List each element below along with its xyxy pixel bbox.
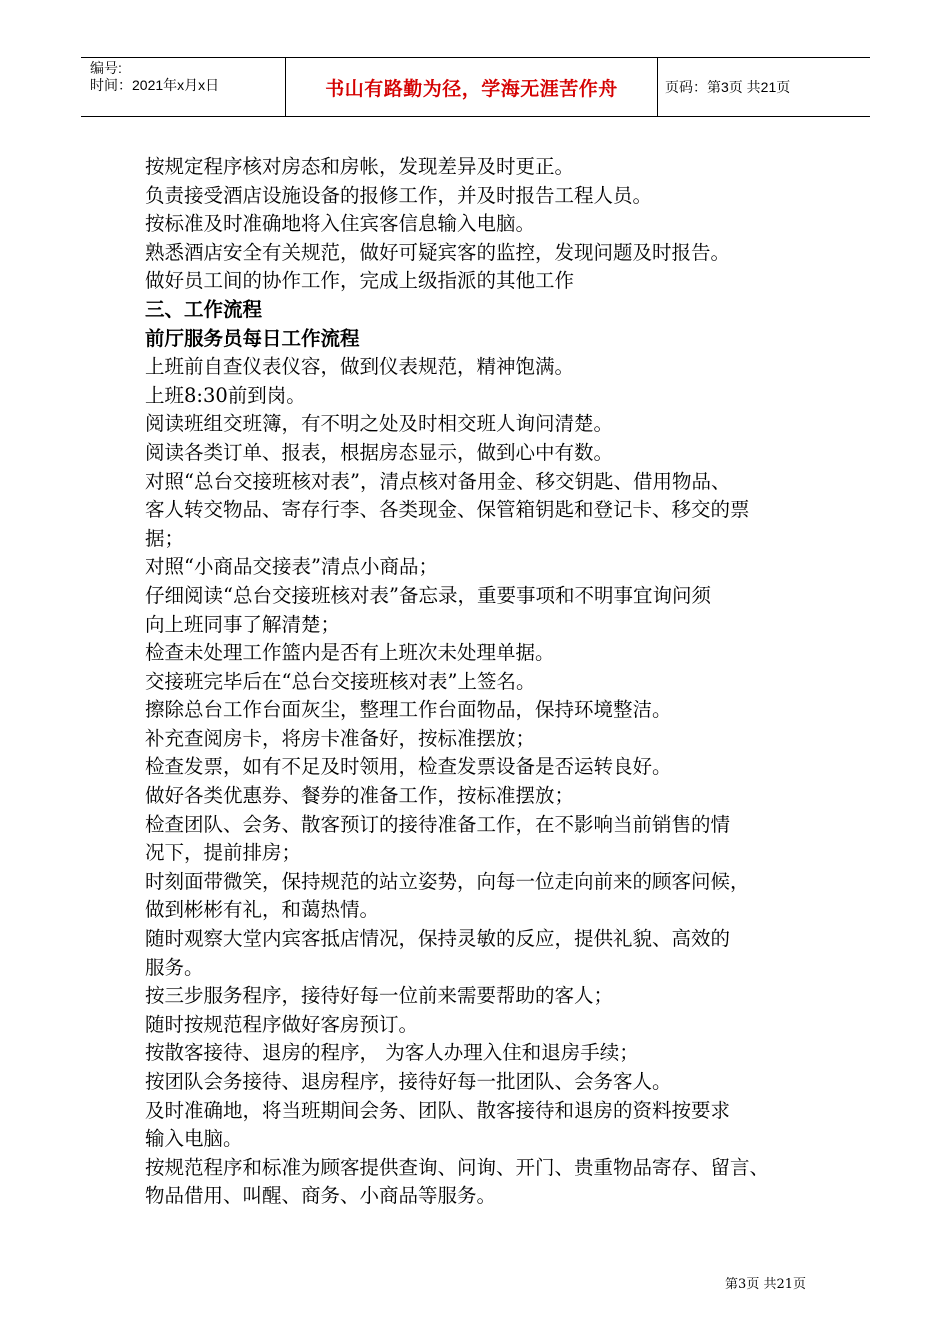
section-heading: 前厅服务员每日工作流程 bbox=[145, 326, 360, 350]
body-text-line: 随时观察大堂内宾客抵店情况，保持灵敏的反应，提供礼貌、高效的 bbox=[145, 927, 731, 951]
body-text-line: 况下，提前排房； bbox=[145, 841, 302, 865]
body-text-line: 检查发票，如有不足及时领用，检查发票设备是否运转良好。 bbox=[145, 755, 672, 779]
body-text-line: 检查团队、会务、散客预订的接待准备工作，在不影响当前销售的情 bbox=[145, 812, 731, 836]
body-text-line: 按标准及时准确地将入住宾客信息输入电脑。 bbox=[145, 212, 536, 236]
body-text-line: 对照“总台交接班核对表”，清点核对备用金、移交钥匙、借用物品、 bbox=[145, 469, 731, 493]
body-text-line: 据； bbox=[145, 526, 185, 550]
page-footer: 第3页 共21页 bbox=[725, 1277, 806, 1292]
document-number-label: 编号: bbox=[90, 60, 122, 76]
section-heading: 三、工作流程 bbox=[145, 297, 263, 321]
body-text-line: 及时准确地，将当班期间会务、团队、散客接待和退房的资料按要求 bbox=[145, 1098, 731, 1122]
body-text-line: 上班8:30前到岗。 bbox=[145, 383, 306, 407]
body-text-line: 检查未处理工作篮内是否有上班次未处理单据。 bbox=[145, 641, 555, 665]
body-text-line: 仔细阅读“总台交接班核对表”备忘录，重要事项和不明事宜询问须 bbox=[145, 583, 711, 607]
body-text-line: 向上班同事了解清楚； bbox=[145, 612, 341, 636]
body-text-line: 对照“小商品交接表”清点小商品； bbox=[145, 555, 438, 579]
body-text-line: 按规范程序和标准为顾客提供查询、问询、开门、贵重物品寄存、留言、 bbox=[145, 1155, 770, 1179]
body-text-line: 物品借用、叫醒、商务、小商品等服务。 bbox=[145, 1184, 497, 1208]
body-text-line: 做到彬彬有礼，和蔼热情。 bbox=[145, 898, 380, 922]
header-motto: 书山有路勤为径，学海无涯苦作舟 bbox=[285, 58, 658, 116]
body-text-line: 上班前自查仪表仪容，做到仪表规范，精神饱满。 bbox=[145, 355, 575, 379]
body-text-line: 擦除总台工作台面灰尘，整理工作台面物品，保持环境整洁。 bbox=[145, 698, 672, 722]
body-text-line: 负责接受酒店设施设备的报修工作，并及时报告工程人员。 bbox=[145, 183, 653, 207]
body-text-line: 输入电脑。 bbox=[145, 1127, 243, 1151]
body-text-line: 交接班完毕后在“总台交接班核对表”上签名。 bbox=[145, 669, 536, 693]
body-text-line: 阅读各类订单、报表，根据房态显示，做到心中有数。 bbox=[145, 440, 614, 464]
body-text-line: 按散客接待、退房的程序， 为客人办理入住和退房手续； bbox=[145, 1041, 639, 1065]
header-meta bbox=[81, 58, 285, 116]
body-text-line: 时刻面带微笑，保持规范的站立姿势，向每一位走向前来的顾客问候， bbox=[145, 869, 750, 893]
body-text-line: 按规定程序核对房态和房帐，发现差异及时更正。 bbox=[145, 155, 575, 178]
body-text-line: 补充查阅房卡，将房卡准备好，按标准摆放； bbox=[145, 726, 536, 750]
document-date: 时间：2021年x月x日 bbox=[90, 77, 220, 93]
body-text-line: 按团队会务接待、退房程序，接待好每一批团队、会务客人。 bbox=[145, 1070, 672, 1093]
body-text-line: 阅读班组交班簿，有不明之处及时相交班人询问清楚。 bbox=[145, 412, 614, 436]
body-text-line: 客人转交物品、寄存行李、各类现金、保管箱钥匙和登记卡、移交的票 bbox=[145, 498, 750, 522]
body-text-line: 做好各类优惠券、餐券的准备工作，按标准摆放； bbox=[145, 784, 575, 808]
body-text-line: 随时按规范程序做好客房预订。 bbox=[145, 1012, 419, 1036]
page-header bbox=[81, 57, 870, 117]
body-text-line: 按三步服务程序，接待好每一位前来需要帮助的客人； bbox=[145, 984, 614, 1008]
body-text-line: 服务。 bbox=[145, 955, 204, 979]
header-page-info: 页码：第3页 共21页 bbox=[665, 79, 791, 95]
body-text-line: 熟悉酒店安全有关规范，做好可疑宾客的监控，发现问题及时报告。 bbox=[145, 240, 731, 264]
document-body bbox=[145, 153, 813, 1211]
body-text-line: 做好员工间的协作工作，完成上级指派的其他工作 bbox=[145, 269, 575, 293]
